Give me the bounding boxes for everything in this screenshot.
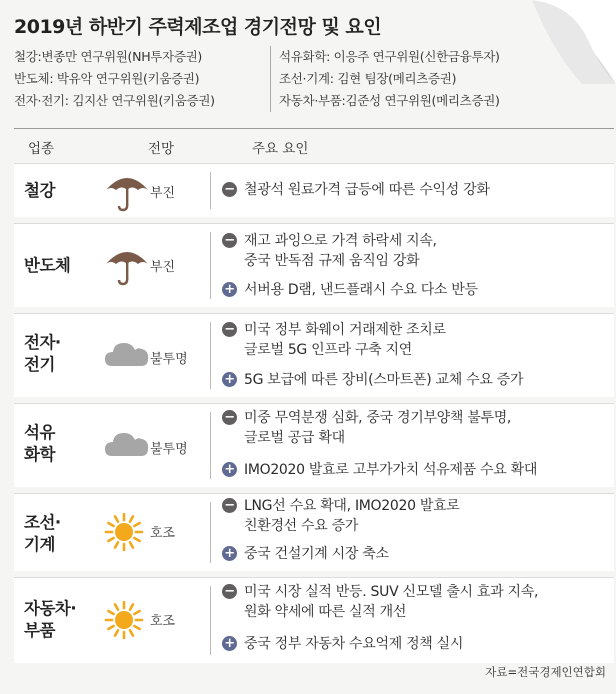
factor-text: 글로벌 공급 확대 [244, 430, 345, 446]
factor-text: LNG선 수요 확대, IMO2020 발효로 [244, 498, 460, 514]
positive-factor [222, 370, 523, 390]
table-row [14, 403, 614, 487]
sector-name: 전자· 전기 [24, 333, 61, 374]
positive-factor [222, 460, 537, 480]
cloud-icon [104, 338, 150, 372]
factor-text: 미국 시장 실적 반등. SUV 신모델 출시 효과 지속, [244, 584, 539, 600]
negative-factor [222, 320, 446, 360]
umbrella-icon [104, 246, 150, 290]
table-row [14, 493, 614, 571]
minus-icon: − [222, 322, 237, 337]
header-outlook: 전망 [148, 141, 175, 157]
outlook-label: 부진 [150, 260, 176, 275]
outlook-label: 불투명 [150, 352, 188, 367]
factor-text: 5G 보급에 따른 장비(스마트폰) 교체 수요 증가 [244, 372, 524, 388]
outlook-label: 호조 [150, 526, 176, 541]
factor-text: 서버용 D램, 낸드플래시 수요 다소 반등 [244, 282, 478, 298]
table-row [14, 313, 614, 397]
plus-icon: + [222, 372, 237, 387]
umbrella-icon [104, 172, 150, 216]
column-divider [210, 502, 211, 563]
column-divider [210, 586, 211, 655]
negative-factor [222, 408, 511, 448]
sector-name: 석유 화학 [24, 423, 55, 464]
minus-icon: − [222, 410, 237, 425]
analyst-entry: 반도체: 박유악 연구위원(키움증권) [14, 71, 200, 86]
negative-factor [222, 231, 437, 271]
factor-text: 재고 과잉으로 가격 하락세 지속, [244, 233, 437, 249]
analyst-entry: 전자·전기: 김지산 연구위원(키움증권) [14, 93, 215, 108]
column-divider [210, 412, 211, 479]
factor-text: 원화 약세에 따른 실적 개선 [244, 604, 407, 620]
sun-icon [104, 512, 144, 556]
analyst-entry: 석유화학: 이응주 연구위원(신한금융투자) [279, 49, 500, 64]
minus-icon: − [222, 584, 237, 599]
outlook-label: 호조 [150, 614, 176, 629]
analyst-list-left [14, 46, 215, 112]
plus-icon: + [222, 636, 237, 651]
factor-text: IMO2020 발효로 고부가가치 석유제품 수요 확대 [244, 462, 538, 478]
table-row [14, 163, 614, 217]
outlook-label: 부진 [150, 186, 176, 201]
plus-icon: + [222, 462, 237, 477]
table-row [14, 223, 614, 307]
factor-text: 중국 정부 자동차 수요억제 정책 실시 [244, 636, 464, 652]
outlook-label: 불투명 [150, 442, 188, 457]
plus-icon: + [222, 546, 237, 561]
page-title: 2019년 하반기 주력제조업 경기전망 및 요인 [14, 16, 382, 38]
minus-icon: − [222, 182, 237, 197]
table-row [14, 577, 614, 663]
positive-factor [222, 280, 478, 300]
factor-text: 친환경선 수요 증가 [244, 518, 359, 534]
negative-factor [222, 582, 538, 622]
factor-text: 글로벌 5G 인프라 구축 지연 [244, 342, 412, 358]
analyst-entry: 자동차·부품:김준성 연구위원(메리츠증권) [279, 93, 500, 108]
sun-icon [104, 600, 144, 644]
analyst-list-right [270, 46, 500, 112]
sector-name: 철강 [24, 181, 55, 200]
positive-factor [222, 544, 389, 564]
negative-factor [222, 496, 460, 536]
plus-icon: + [222, 282, 237, 297]
column-divider [210, 232, 211, 299]
positive-factor [222, 634, 463, 654]
sector-name: 조선· 기계 [24, 513, 61, 554]
factor-text: 중국 반독점 규제 움직임 강화 [244, 253, 420, 269]
factor-text: 철광석 원료가격 급등에 따른 수익성 강화 [244, 182, 490, 198]
column-divider [210, 172, 211, 209]
analyst-entry: 조선·기계: 김현 팀장(메리츠증권) [279, 71, 457, 86]
source-credit: 자료=전국경제인연합회 [485, 665, 606, 679]
factor-text: 미국 정부 화웨이 거래제한 조치로 [244, 322, 446, 338]
column-divider [210, 322, 211, 389]
table-top-rule [14, 128, 614, 129]
negative-factor [222, 180, 490, 200]
header-sector: 업종 [28, 141, 55, 157]
factor-text: 미중 무역분쟁 심화, 중국 경기부양책 불투명, [244, 410, 512, 426]
minus-icon: − [222, 498, 237, 513]
sector-name: 반도체 [24, 256, 71, 275]
factor-text: 중국 건설기계 시장 축소 [244, 546, 389, 562]
page-curl-decoration [532, 0, 616, 84]
cloud-icon [104, 428, 150, 462]
header-factors: 주요 요인 [252, 141, 309, 157]
sector-name: 자동차· 부품 [24, 599, 77, 640]
minus-icon: − [222, 233, 237, 248]
analyst-entry: 철강:변종만 연구위원(NH투자증권) [14, 49, 202, 64]
